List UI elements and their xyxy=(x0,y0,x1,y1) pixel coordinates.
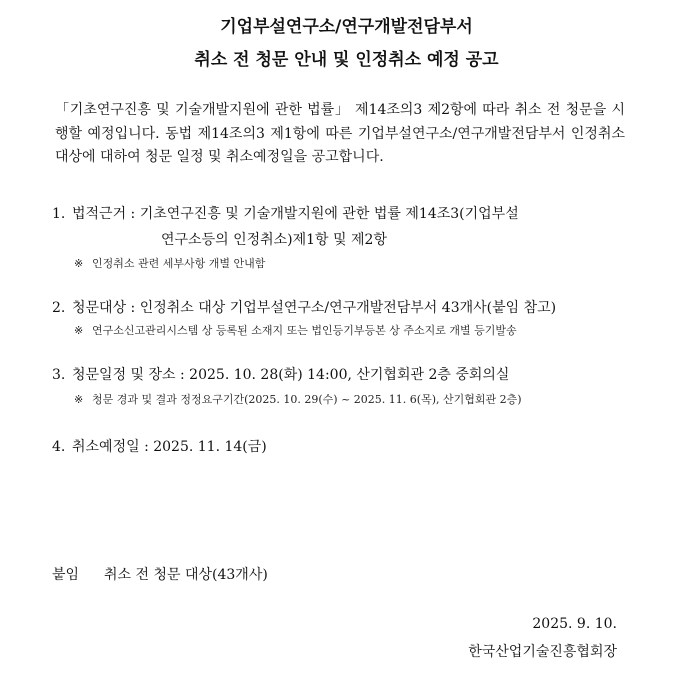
issuing-organization: 한국산업기술진흥협회장 xyxy=(468,644,617,660)
item-text: 청문일정 및 장소 : 2025. 10. 28(화) 14:00, 산기협회관 2층 중회의실 xyxy=(72,367,510,383)
item-legal-basis-note xyxy=(74,255,265,271)
item-number: 1. xyxy=(52,206,66,222)
attachment-line xyxy=(52,564,268,584)
reference-mark: ※ xyxy=(74,324,84,337)
item-hearing-schedule xyxy=(52,364,509,384)
item-cancellation-date xyxy=(52,436,267,456)
note-text: 인정취소 관련 세부사항 개별 안내함 xyxy=(92,257,266,270)
note-text: 연구소신고관리시스템 상 등록된 소재지 또는 법인등기부등본 상 주소지로 개별 등기발송 xyxy=(92,324,517,337)
attachment-label: 붙임 xyxy=(52,567,80,583)
item-hearing-target-note xyxy=(74,322,517,338)
intro-paragraph: 「기초연구진흥 및 기술개발지원에 관한 법률」 제14조의3 제2항에 따라 취소 전 청문을 시행할 예정입니다. 동법 제14조의3 제1항에 따른 기업부설연구소/연구개발전담부서 인정취소 대상에 대하여 청문 일정 및 취소예정일을 공고합니다. xyxy=(55,102,625,165)
item-number: 3. xyxy=(52,367,66,383)
item-hearing-schedule-note xyxy=(74,391,522,407)
document-subtitle: 취소 전 청문 안내 및 인정취소 예정 공고 xyxy=(194,50,499,70)
reference-mark: ※ xyxy=(74,257,84,270)
issue-date: 2025. 9. 10. xyxy=(532,616,617,632)
item-text: 법적근거 : 기초연구진흥 및 기술개발지원에 관한 법률 제14조3(기업부설 xyxy=(72,206,519,222)
item-number: 2. xyxy=(52,300,66,316)
item-text: 취소예정일 : 2025. 11. 14(금) xyxy=(72,439,267,455)
attachment-text: 취소 전 청문 대상(43개사) xyxy=(104,567,268,583)
note-text: 청문 경과 및 결과 정정요구기간(2025. 10. 29(수) ~ 2025. 11. 6(목), 산기협회관 2층) xyxy=(92,393,522,406)
document-title: 기업부설연구소/연구개발전담부서 xyxy=(220,17,473,37)
item-hearing-target xyxy=(52,297,556,317)
item-legal-basis-continuation: 연구소등의 인정취소)제1항 및 제2항 xyxy=(161,232,387,248)
item-number: 4. xyxy=(52,439,66,455)
item-text: 청문대상 : 인정취소 대상 기업부설연구소/연구개발전담부서 43개사(붙임 참고) xyxy=(72,300,557,316)
reference-mark: ※ xyxy=(74,393,84,406)
item-legal-basis xyxy=(52,203,519,223)
